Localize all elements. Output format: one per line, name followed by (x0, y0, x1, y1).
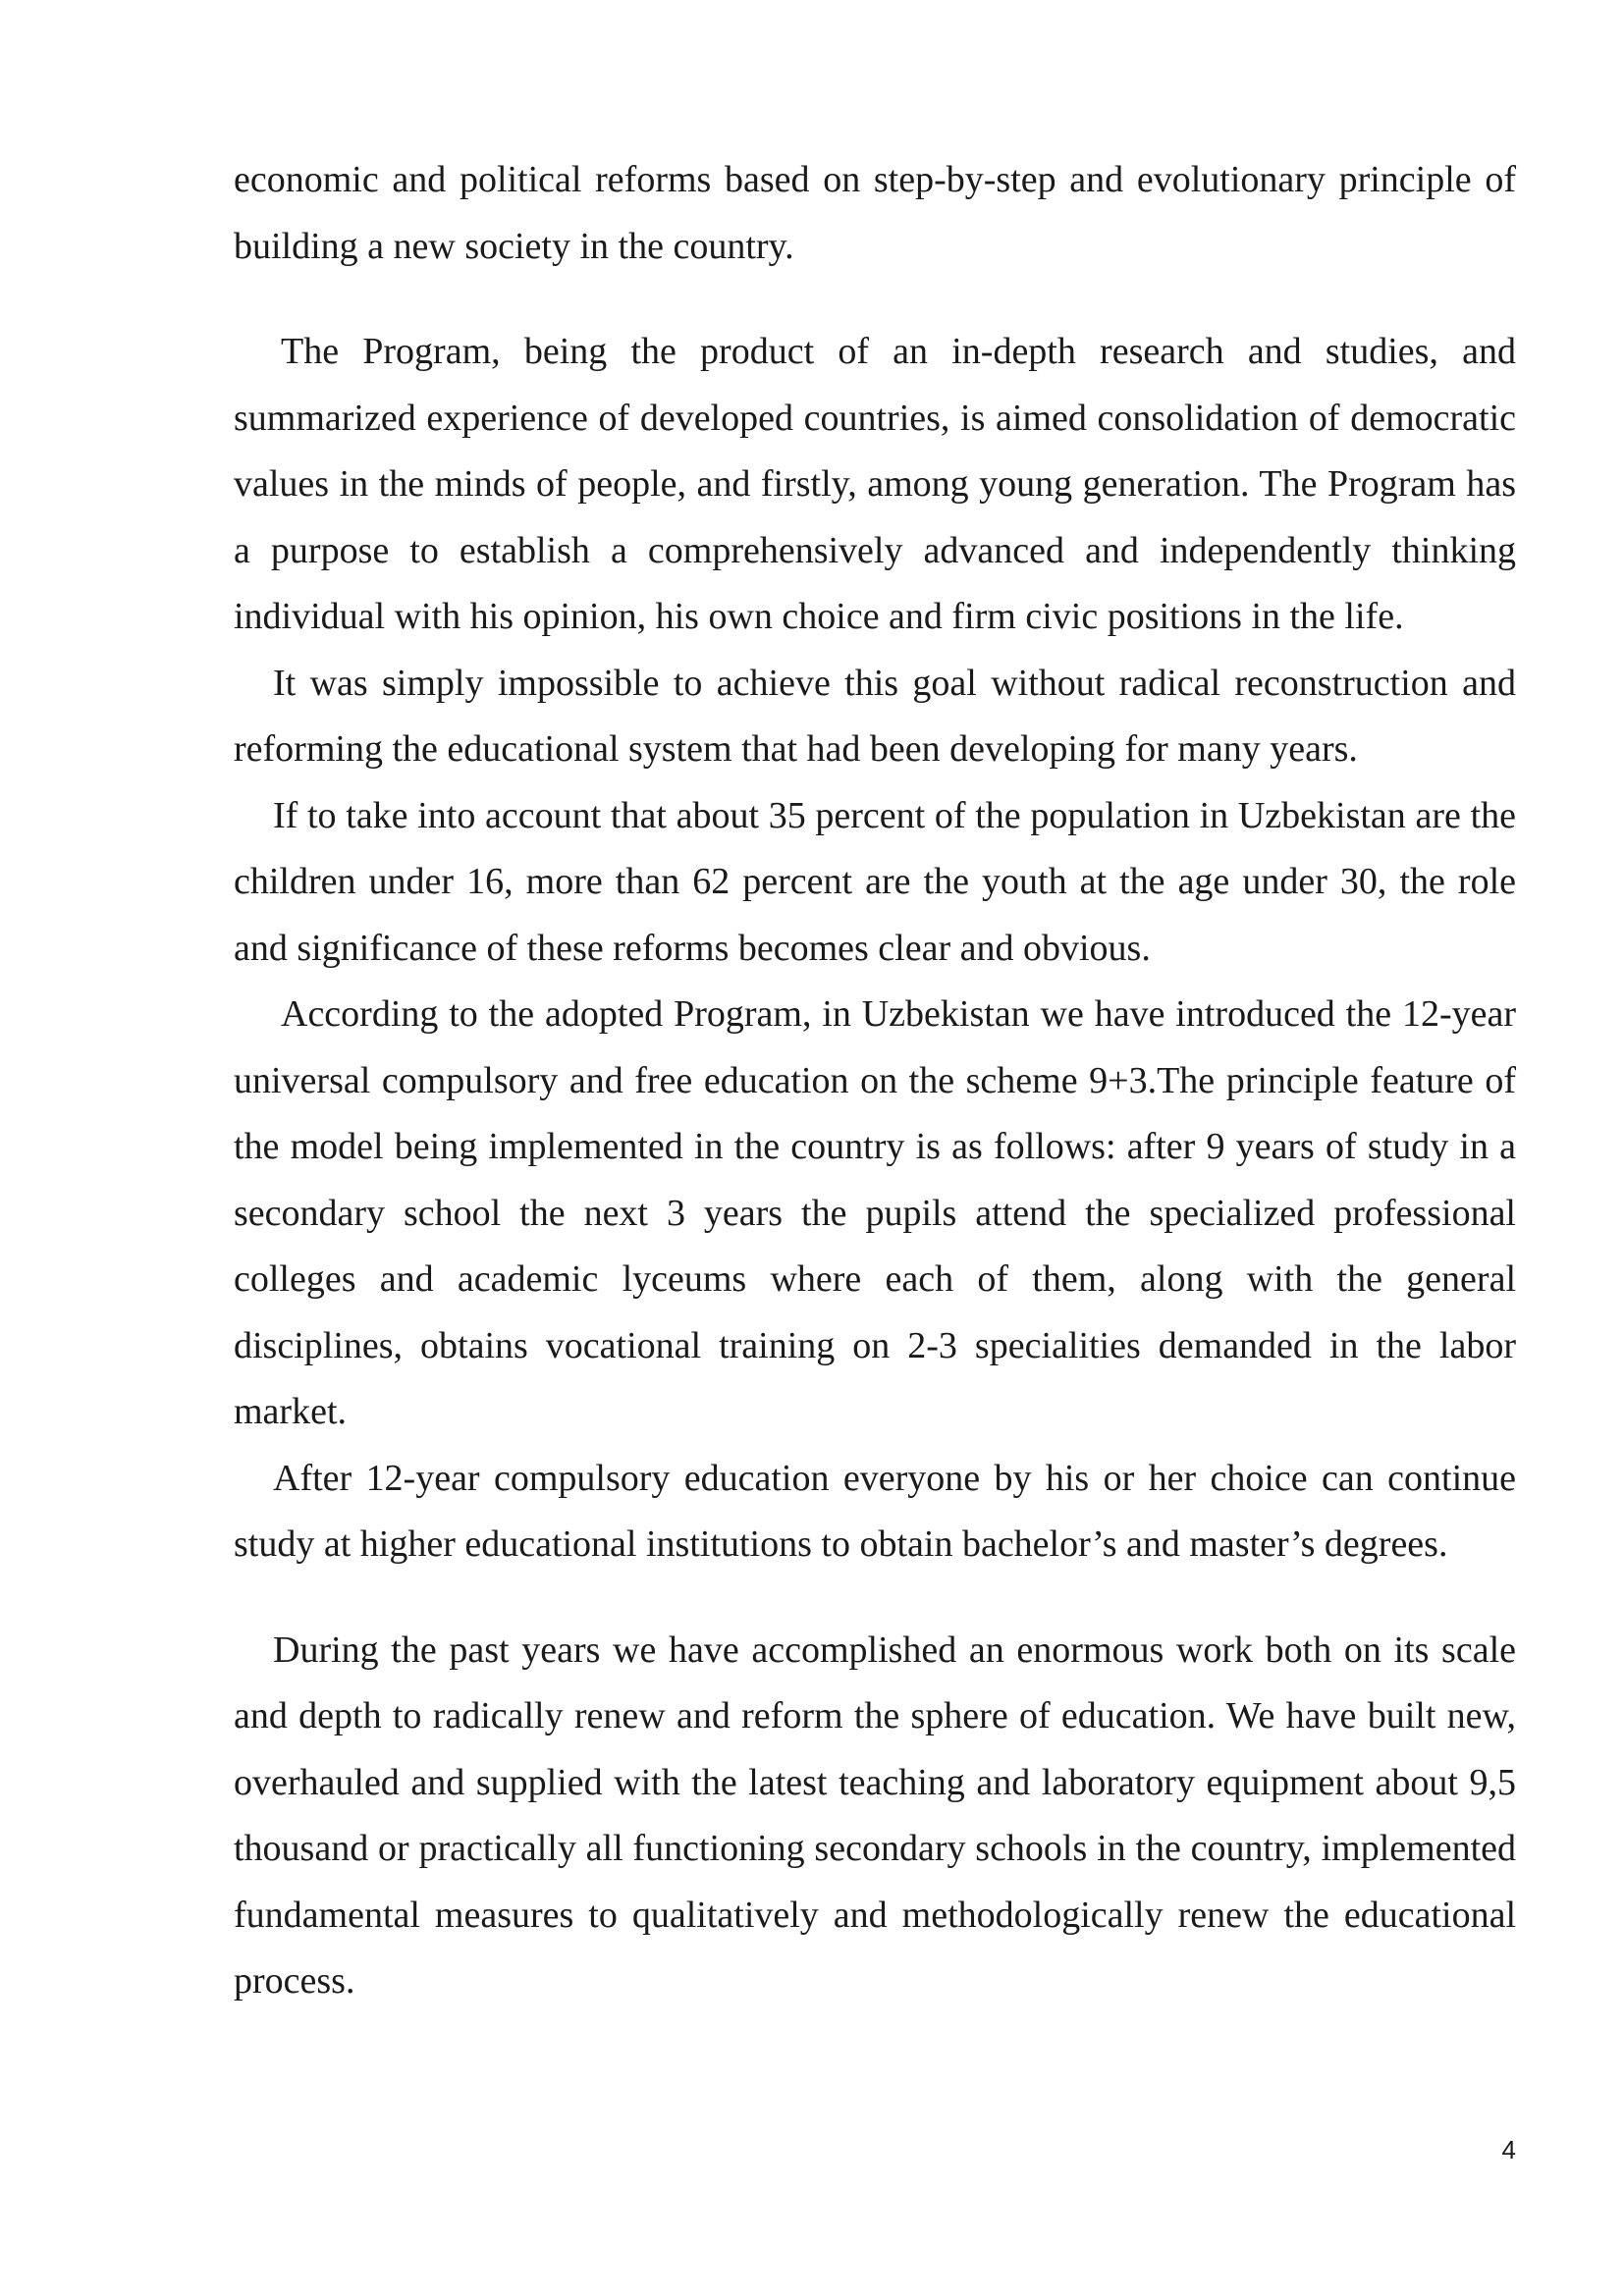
paragraph-continuation: economic and political reforms based on step-by-step and evolutionary principle of building a new society in the country. (234, 159, 1516, 267)
page-number: 4 (1501, 2135, 1516, 2164)
paragraph-higher-education: After 12-year compulsory education everyone by his or her choice can continue study at higher educational institutions to obtain bachelor’s and master’s degrees. (234, 1457, 1516, 1565)
body-text (234, 147, 1516, 2015)
paragraph-school-renewal: During the past years we have accomplished an enormous work both on its scale and depth to radically renew and reform the sphere of education. We have built new, overhauled and supplied with the latest teaching and laboratory equipment about 9,5 thousand or practically all functioning secondary schools in the country, implemented fundamental measures to qualitatively and methodologically renew the educational process. (234, 1629, 1516, 2002)
paragraph-reconstruction: It was simply impossible to achieve this goal without radical reconstruction and reforming the educational system that had been developing for many years. (234, 662, 1516, 770)
paragraph-education-model: According to the adopted Program, in Uzbekistan we have introduced the 12-year universal compulsory and free education on the scheme 9+3.The principle feature of the model being implemented in the country is as follows: after 9 years of study in a secondary school the next 3 years the pupils attend the specialized professional colleges and academic lyceums where each of them, along with the general disciplines, obtains vocational training on 2-3 specialities demanded in the labor market. (234, 993, 1516, 1432)
paragraph-population: If to take into account that about 35 percent of the population in Uzbekistan are the children under 16, more than 62 percent are the youth at the age under 30, the role and significance of these reforms becomes clear and obvious. (234, 794, 1516, 969)
paragraph-program-purpose: The Program, being the product of an in-depth research and studies, and summarized experience of developed countries, is aimed consolidation of democratic values in the minds of people, and firstly, among young generation. The Program has a purpose to establish a comprehensively advanced and independently thinking individual with his opinion, his own choice and firm civic positions in the life. (234, 331, 1516, 637)
